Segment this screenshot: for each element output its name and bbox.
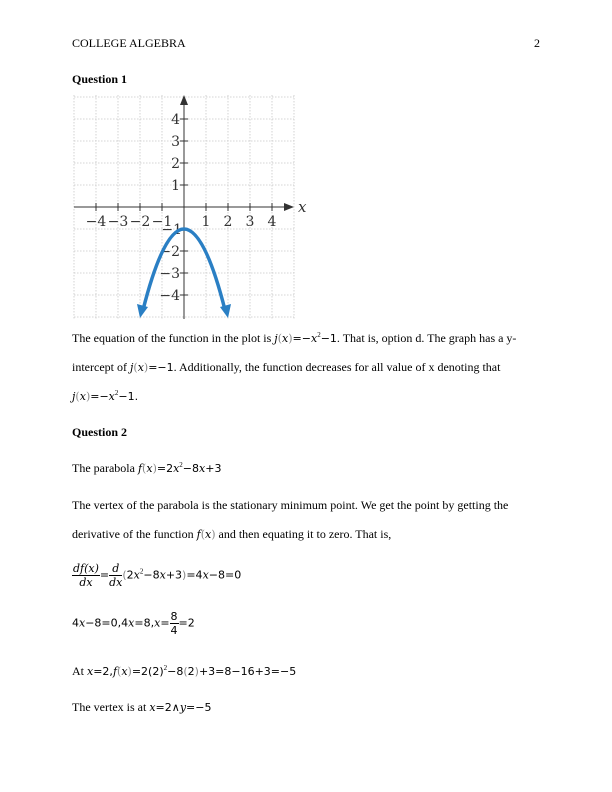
svg-text:3: 3 [245, 214, 255, 230]
svg-text:−2: −2 [159, 244, 180, 260]
q1-paragraph-line-1: The equation of the function in the plot is $j(x)=-x^2-1$. That is, option d. The graph has a y- [72, 331, 517, 345]
svg-text:4: 4 [267, 214, 277, 230]
svg-text:−1: −1 [151, 214, 173, 230]
parabola-graph [72, 92, 307, 322]
q1-paragraph-line-2: intercept of j(x)=−1. Additionally, the function decreases for all value of x denoting that [72, 360, 501, 374]
svg-text:−1: −1 [161, 222, 182, 238]
vertex-statement: The vertex is at x=2∧y=−5 [72, 700, 212, 714]
svg-text:1: 1 [171, 178, 180, 194]
evaluation-equation: At $x=2,f(x)=2(2)^2-8(2)+3=8-16+3=-5$ [72, 664, 297, 678]
svg-text:2: 2 [223, 214, 233, 230]
solve-equation: 4x−8=0,4x=8,x= $\frac{8}{4}$ =2 [72, 610, 195, 637]
q2-paragraph-line-1: The vertex of the parabola is the stationary minimum point. We get the point by getting the [72, 498, 509, 512]
svg-text:−3: −3 [159, 266, 180, 282]
q2-parabola-line: The parabola $f(x)=2x^2-8x+3$ [72, 461, 222, 475]
question-2-title: Question 2 [72, 425, 128, 439]
svg-text:x: x [298, 198, 307, 216]
svg-text:−3: −3 [107, 214, 129, 230]
svg-text:−2: −2 [129, 214, 151, 230]
svg-text:1: 1 [201, 214, 211, 230]
svg-text:4: 4 [171, 112, 180, 128]
svg-text:2: 2 [171, 156, 180, 172]
q2-paragraph-line-2: derivative of the function f(x) and then equating it to zero. That is, [72, 527, 392, 541]
page-number: 2 [534, 36, 540, 50]
svg-text:−4: −4 [85, 214, 107, 230]
svg-text:−4: −4 [159, 288, 180, 304]
running-header-title: COLLEGE ALGEBRA [72, 36, 186, 50]
svg-text:3: 3 [171, 134, 180, 150]
q1-paragraph-line-3: $j(x)=-x^2-1$. [72, 389, 139, 403]
derivative-equation: $\frac{df(x)}{dx}$ = $\frac{d}{dx}$ $(2x^2-8x+3)=4x-8=0$ [73, 562, 242, 589]
question-1-title: Question 1 [72, 72, 128, 86]
